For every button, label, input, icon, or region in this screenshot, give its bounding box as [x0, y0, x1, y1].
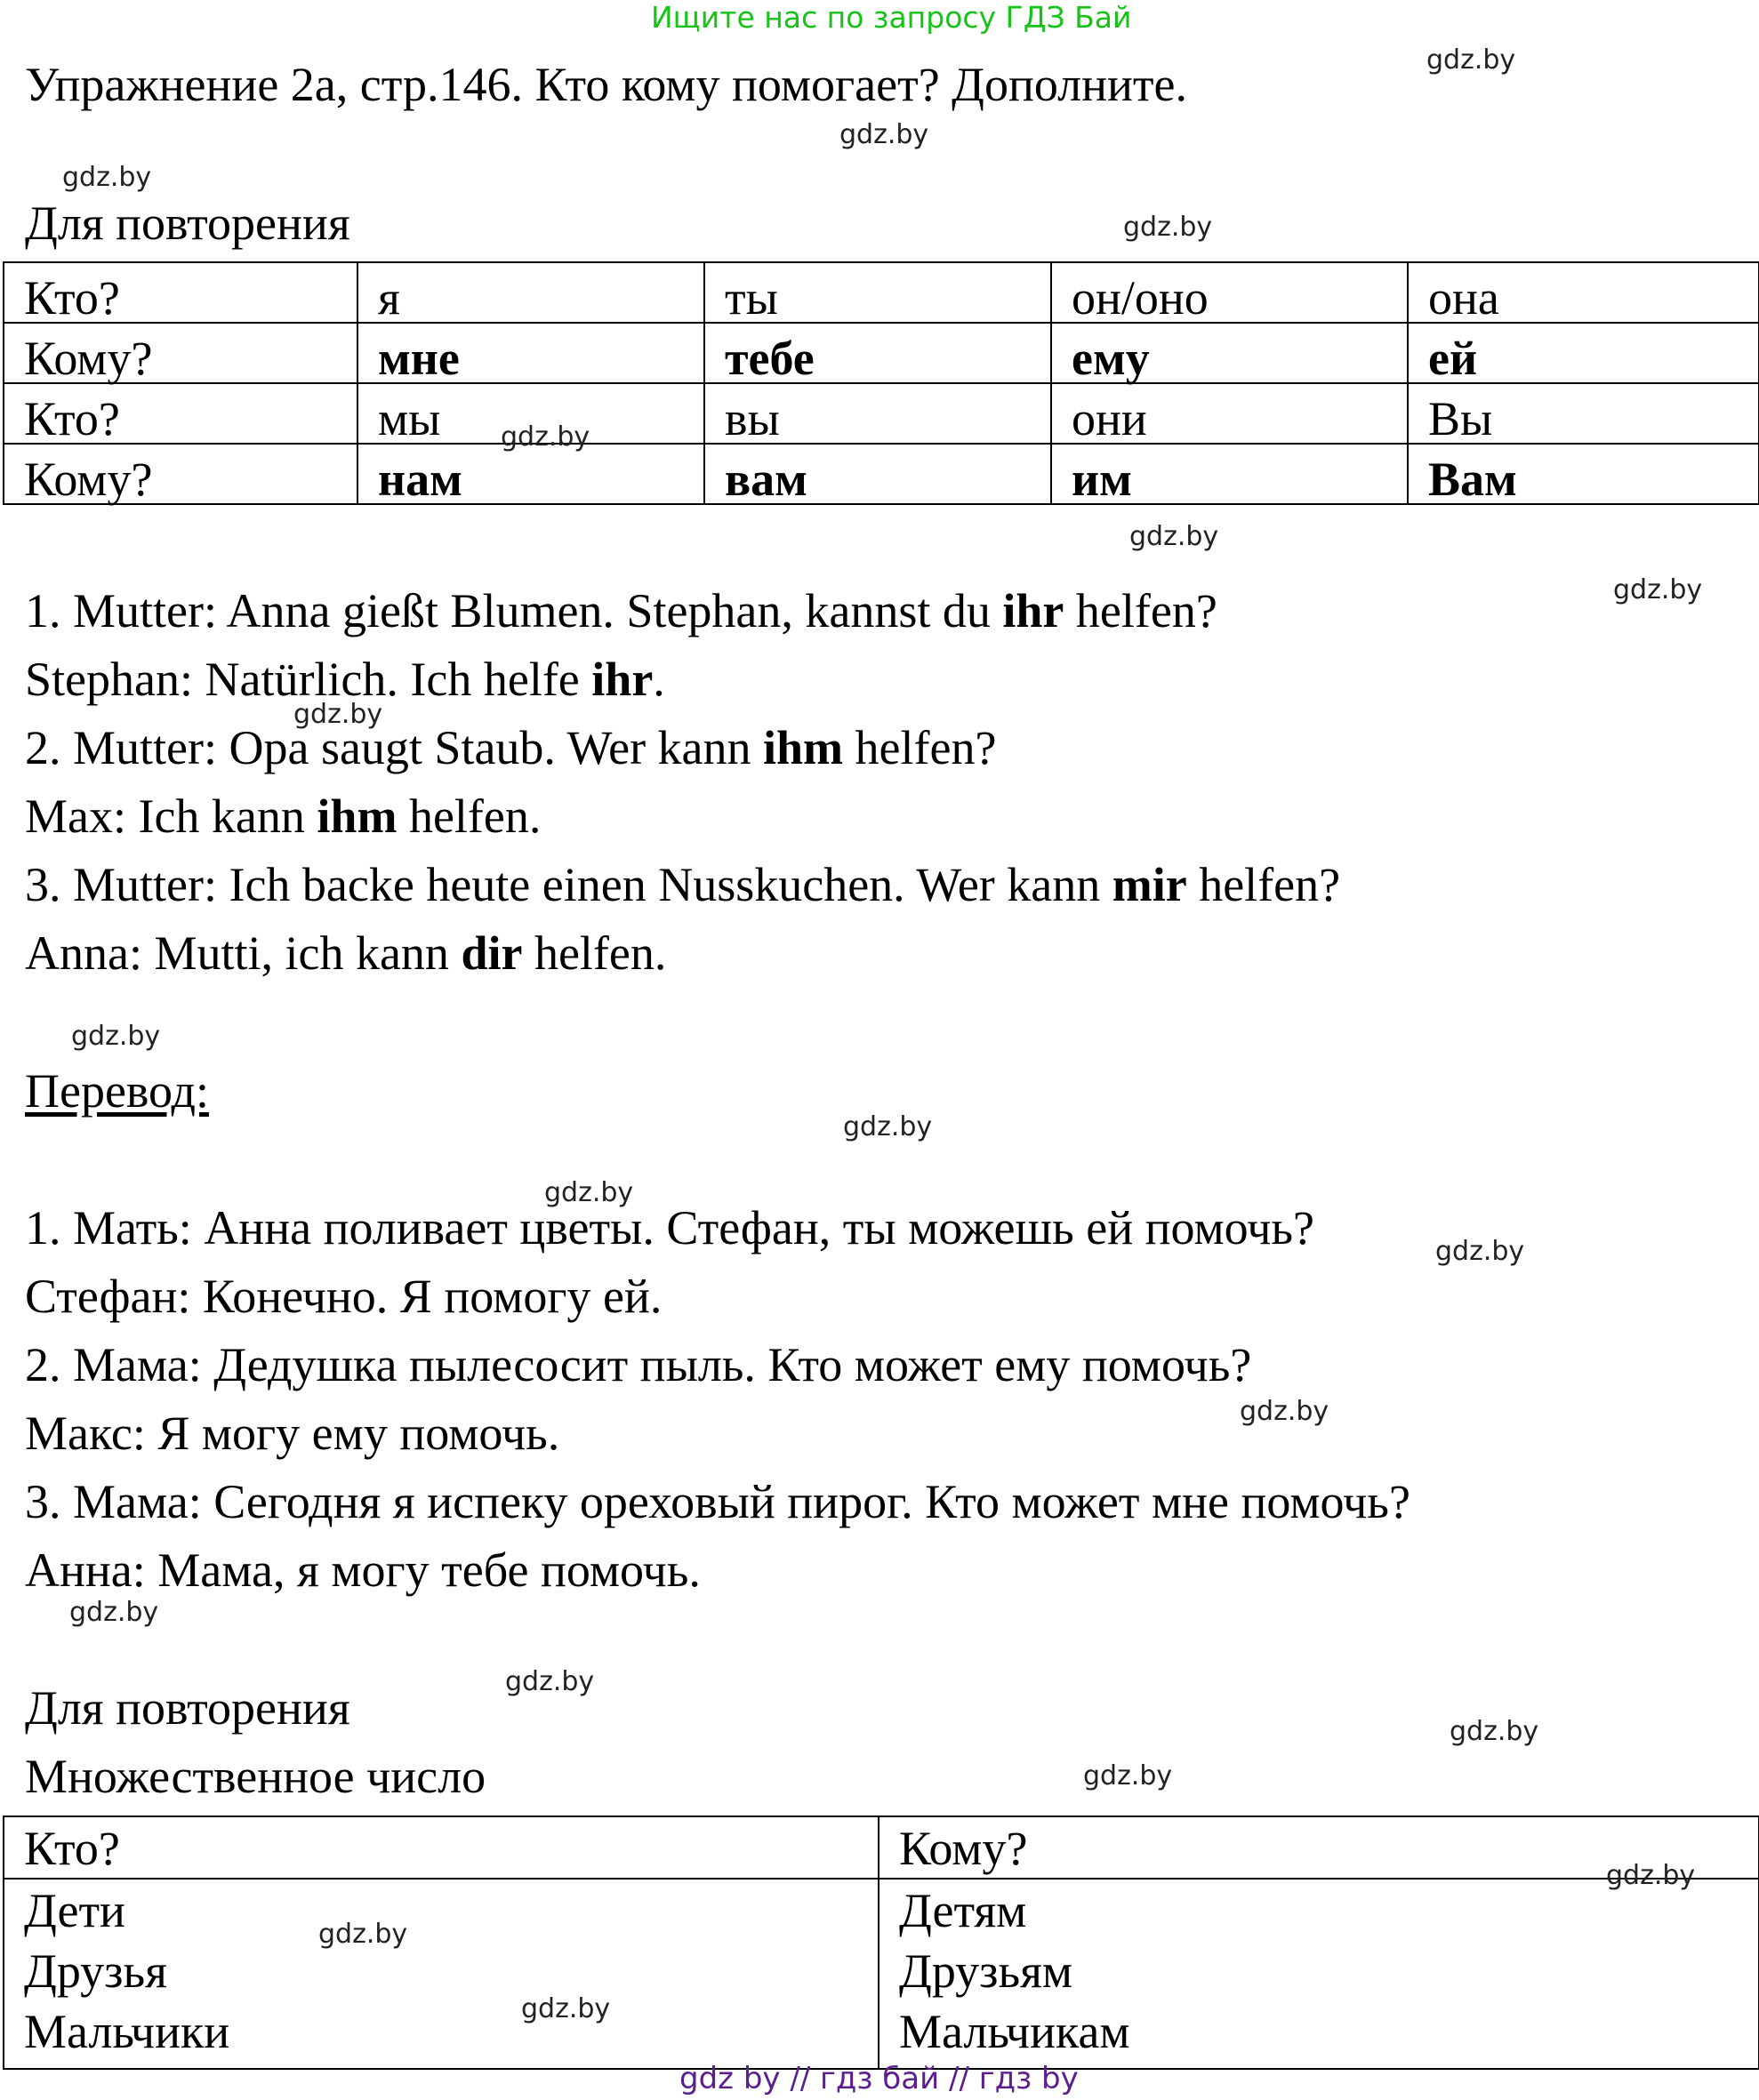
table-cell: Вы [1408, 383, 1759, 444]
list-item: Друзьям [899, 1944, 1073, 1998]
section-heading-repeat: Для повторения [25, 1681, 350, 1735]
list-item: Друзья [24, 1944, 167, 1998]
watermark: gdz.by [62, 162, 152, 193]
dialogue-line-de: Stephan: Natürlich. Ich helfe ihr. [25, 653, 665, 706]
table-cell: ему [1051, 323, 1408, 383]
dialogue-line-de: Anna: Mutti, ich kann dir helfen. [25, 926, 667, 980]
watermark: gdz.by [1606, 1860, 1696, 1891]
table-row [4, 1816, 1759, 1879]
list-item: Мальчики [24, 2005, 230, 2058]
watermark: gdz.by [1613, 574, 1703, 605]
dialogue-line-ru: 2. Мама: Дедушка пылесосит пыль. Кто может ему помочь? [25, 1338, 1252, 1391]
watermark: gdz.by [71, 1021, 161, 1052]
whom-list [899, 1884, 1758, 2068]
translation-heading: Перевод: [25, 1064, 209, 1118]
bottom-banner: gdz by // гдз бай // гдз by [679, 2061, 1079, 2096]
table-cell: им [1051, 444, 1408, 504]
table-cell: он/оно [1051, 262, 1408, 323]
section-heading-repeat: Для повторения [25, 196, 350, 250]
list-item: Дети [24, 1884, 125, 1937]
table-cell: Кто? [4, 383, 357, 444]
table-cell: я [357, 262, 704, 323]
watermark: gdz.by [293, 699, 383, 730]
watermark: gdz.by [521, 1993, 611, 2024]
who-list [24, 1884, 878, 2068]
dialogue-line-de: 1. Mutter: Anna gießt Blumen. Stephan, kannst du ihr helfen? [25, 584, 1217, 637]
watermark: gdz.by [318, 1919, 408, 1950]
table-cell: нам [357, 444, 704, 504]
table-cell: Кому? [4, 444, 357, 504]
table-row [4, 383, 1759, 444]
watermark: gdz.by [1240, 1396, 1329, 1427]
table-row [4, 1879, 1759, 2069]
table-row [4, 262, 1759, 323]
plural-table [3, 1815, 1759, 2070]
table-cell: мы [357, 383, 704, 444]
list-item: Детям [899, 1884, 1027, 1937]
plural-subheading: Множественное число [25, 1750, 486, 1803]
dialogue-line-ru: Макс: Я могу ему помочь. [25, 1407, 560, 1460]
dialogue-line-de: 2. Mutter: Opa saugt Staub. Wer kann ihm helfen? [25, 721, 997, 774]
watermark: gdz.by [501, 421, 590, 453]
watermark: gdz.by [1450, 1716, 1539, 1747]
table-cell: Кому? [4, 323, 357, 383]
watermark: gdz.by [505, 1666, 595, 1697]
dialogue-line-ru: 3. Мама: Сегодня я испеку ореховый пирог. Кто может мне помочь? [25, 1475, 1410, 1528]
table-cell: Кто? [4, 262, 357, 323]
table-cell: ей [1408, 323, 1759, 383]
table-row [4, 323, 1759, 383]
table-row [4, 444, 1759, 504]
watermark: gdz.by [1426, 44, 1516, 76]
watermark: gdz.by [839, 119, 929, 150]
list-item: Мальчикам [899, 2005, 1130, 2058]
table-cell: она [1408, 262, 1759, 323]
top-banner: Ищите нас по запросу ГДЗ Бай [651, 0, 1132, 35]
table-cell: вы [704, 383, 1051, 444]
table-cell: мне [357, 323, 704, 383]
watermark: gdz.by [1435, 1236, 1525, 1267]
table-cell [879, 1879, 1759, 2069]
dialogue-line-de: 3. Mutter: Ich backe heute einen Nusskuchen. Wer kann mir helfen? [25, 858, 1341, 911]
dialogue-line-de: Max: Ich kann ihm helfen. [25, 790, 542, 843]
table-cell: ты [704, 262, 1051, 323]
pronoun-table [3, 261, 1759, 505]
table-cell [4, 1879, 879, 2069]
watermark: gdz.by [1129, 521, 1219, 552]
dialogue-line-ru: 1. Мать: Анна поливает цветы. Стефан, ты можешь ей помочь? [25, 1201, 1314, 1254]
watermark: gdz.by [1083, 1760, 1173, 1791]
dialogue-line-ru: Стефан: Конечно. Я помогу ей. [25, 1270, 663, 1323]
watermark: gdz.by [843, 1111, 933, 1142]
dialogue-line-ru: Анна: Мама, я могу тебе помочь. [25, 1543, 701, 1597]
watermark: gdz.by [1123, 212, 1213, 243]
table-cell: тебе [704, 323, 1051, 383]
watermark: gdz.by [544, 1177, 634, 1208]
table-header-cell: Кто? [4, 1816, 879, 1879]
table-cell: Вам [1408, 444, 1759, 504]
table-cell: вам [704, 444, 1051, 504]
exercise-title: Упражнение 2а, стр.146. Кто кому помогает? Дополните. [25, 58, 1187, 111]
watermark: gdz.by [69, 1597, 159, 1628]
table-header-cell: Кому? [879, 1816, 1759, 1879]
table-cell: они [1051, 383, 1408, 444]
